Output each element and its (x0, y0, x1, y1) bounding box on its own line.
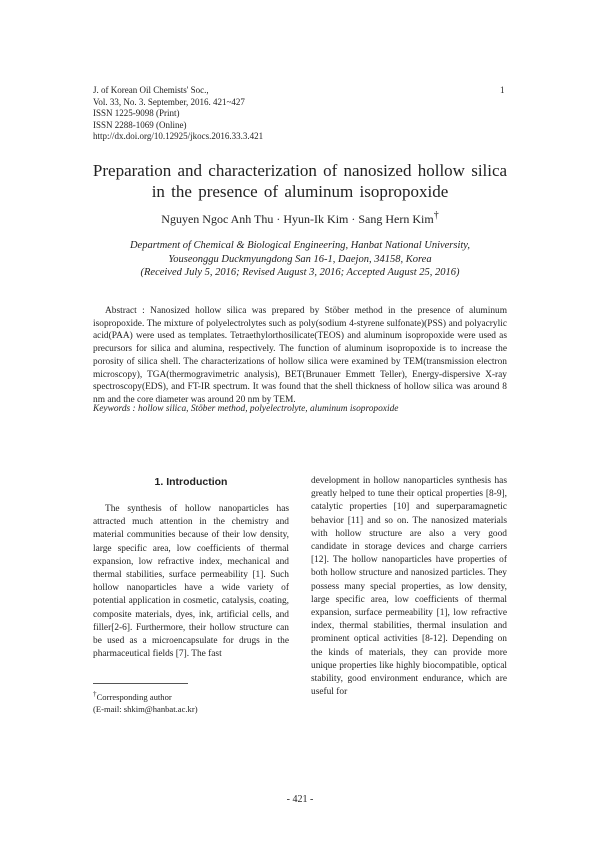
section-heading-introduction: 1. Introduction (154, 476, 228, 488)
footnote-divider (93, 683, 188, 684)
abstract-text: Nanosized hollow silica was prepared by Stöber method in the presence of aluminum isopropoxide. The mixture of polyelectrolytes such as poly(sodium 4-styrene sulfonate)(PSS) and polyacrylic acid(PAA) were used as templates. Tetraethylorthosilicate(TEOS) and aluminum isopropoxide were used as precursors for silica and alumina, respectively. The function of aluminum isopropoxide is to increase the porosity of silica shell. The characterizations of hollow silica were examined by TEM(transmission electron microscopy), TGA(thermogravimetric analysis), BET(Brunauer Emmett Teller), Energy-dispersive X-ray spectroscopy(EDS), and FT-IR spectrum. It was found that the shell thickness of hollow silica was around 8 nm and the core diameter was around 20 nm by TEM. (93, 306, 507, 405)
body-column-left: The synthesis of hollow nanoparticles has attracted much attention in the chemistry and material communities because of their low density, large specific area, low coefficients of thermal expansion, low refractive index, mechanical and thermal stabilities, surface permeability [1]. Such hollow nanoparticles have a wide variety of potential application in cosmetic, catalysis, coating, composite materials, dyes, ink, artificial cells, and filler[2-6]. Furthermore, their hollow structure can be used as a microencapsulate for drugs in the pharmaceutical fields [7]. The fast (93, 504, 289, 660)
journal-issn-print: ISSN 1225-9098 (Print) (93, 108, 180, 118)
page-number-bottom: - 421 - (286, 794, 314, 805)
authors (60, 210, 540, 227)
paper-title (60, 160, 540, 202)
affiliation-line-2: Youseonggu Duckmyungdong San 16-1, Daejon, 34158, Korea (168, 253, 432, 265)
author-names: Nguyen Ngoc Anh Thu · Hyun-Ik Kim · Sang Hern Kim (161, 212, 434, 226)
affiliation-line-1: Department of Chemical & Biological Engineering, Hanbat National University, (129, 240, 471, 251)
body-column-right: development in hollow nanoparticles synthesis has greatly helped to tune their optical properties [8-9], catalytic properties [10] and superparamagnetic behavior [11] and so on. The nanosized materials with hollow structure are also a very good candidate in storage devices and charge carriers [12]. The hollow nanoparticles have properties of both hollow structure and nanosized particles. They possess many special properties, as low density, large specific area, low coefficients of thermal expansion, surface permeability [1], low refractive index, thermal stabilities, thermal insulation and prominent optical activities [8-12]. Depending on the kinds of materials, they can provide more unique properties like highly biocompatible, optical stability, good environment endurance, which are useful for (311, 476, 507, 698)
affiliation (60, 239, 540, 280)
abstract (93, 305, 507, 407)
journal-doi-link[interactable]: http://dx.doi.org/10.12925/jkocs.2016.33.3.421 (93, 131, 264, 141)
footnote (93, 688, 198, 715)
journal-volume: Vol. 33, No. 3. September, 2016. 421~427 (93, 96, 245, 107)
footnote-email: (E-mail: shkim@hanbat.ac.kr) (93, 703, 198, 714)
author-dagger-mark: † (433, 210, 439, 221)
title-line-1: Preparation and characterization of nanosized hollow silica (92, 161, 508, 180)
page-number-top: 1 (500, 85, 505, 95)
received-dates: (Received July 5, 2016; Revised August 3, 2016; Accepted August 25, 2016) (140, 267, 460, 278)
footnote-corresponding-author: Corresponding author (96, 691, 172, 702)
footnote-dagger-mark: † (93, 690, 97, 698)
journal-issn-online: ISSN 2288-1069 (Online) (93, 119, 187, 130)
title-line-2: in the presence of aluminum isopropoxide (151, 182, 449, 201)
journal-name: J. of Korean Oil Chemists' Soc., (93, 85, 209, 95)
journal-info (93, 85, 263, 143)
keywords: Keywords : hollow silica, Stöber method, polyelectrolyte, aluminum isopropoxide (93, 404, 399, 414)
abstract-label: Abstract : (105, 306, 145, 316)
